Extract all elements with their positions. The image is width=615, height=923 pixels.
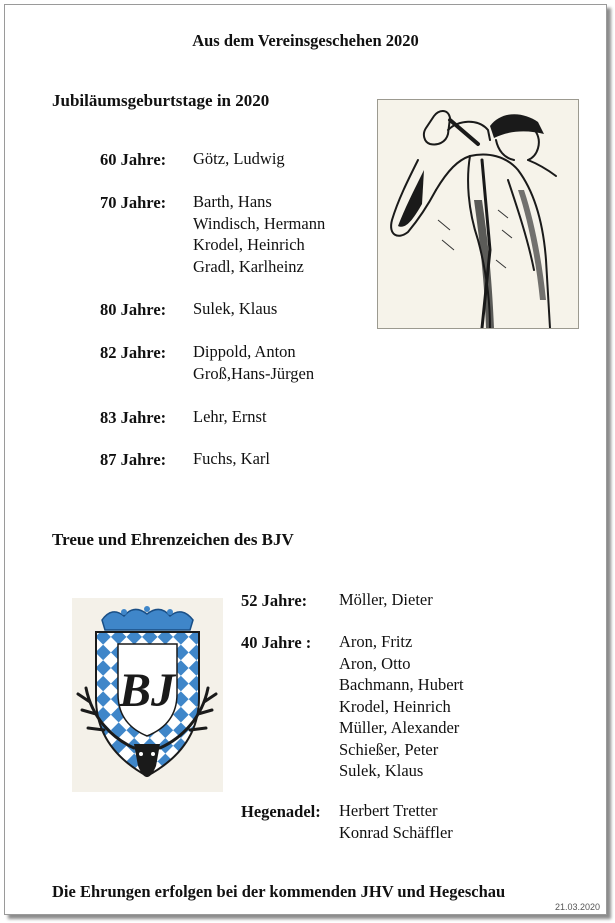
name-line: Sulek, Klaus (193, 299, 278, 318)
section-heading-honors: Treue und Ehrenzeichen des BJV (52, 530, 294, 549)
name-line: Barth, Hans (193, 192, 272, 211)
name-line: Groß,Hans-Jürgen (193, 363, 315, 383)
name-line: Krodel, Heinrich (193, 235, 305, 254)
birthday-names (193, 191, 325, 277)
name-line: Bachmann, Hubert (339, 675, 464, 694)
name-line: Sulek, Klaus (339, 761, 424, 780)
birthday-names (193, 406, 267, 428)
hegenadel-label: Hegenadel: (241, 802, 321, 821)
bjv-crest-emblem (72, 598, 223, 792)
name-line: Windisch, Hermann (193, 213, 326, 233)
honor-names (339, 631, 464, 782)
birthday-names (193, 341, 314, 384)
name-line: Schießer, Peter (339, 739, 439, 759)
name-line: Aron, Fritz (339, 632, 413, 651)
name-line: Müller, Alexander (339, 718, 460, 737)
bjv-crest (72, 598, 223, 792)
name-line: Möller, Dieter (339, 590, 433, 609)
name-line: Herbert Tretter (339, 801, 438, 820)
birthday-names (193, 148, 285, 170)
name-line: Götz, Ludwig (193, 149, 285, 168)
birthday-label: 70 Jahre: (100, 193, 167, 212)
page-date: 21.03.2020 (554, 902, 600, 912)
birthday-names (193, 298, 277, 320)
birthday-label: 80 Jahre: (100, 300, 167, 319)
crest-letters: BJ (118, 664, 176, 717)
horn-blower-drawing (378, 100, 578, 328)
name-line: Aron, Otto (339, 653, 411, 673)
footer-note: Die Ehrungen erfolgen bei der kommenden JHV und Hegeschau (52, 882, 506, 901)
name-line: Krodel, Heinrich (339, 696, 451, 716)
name-line: Gradl, Karlheinz (193, 256, 304, 276)
birthday-label: 87 Jahre: (100, 450, 167, 469)
hegenadel-names (339, 800, 453, 843)
page-title: Aus dem Vereinsgeschehen 2020 (192, 31, 419, 50)
name-line: Dippold, Anton (193, 342, 296, 361)
birthday-names (193, 448, 270, 470)
document-page (4, 4, 607, 915)
honor-names (339, 589, 433, 611)
birthday-label: 82 Jahre: (100, 343, 167, 362)
honor-label: 52 Jahre: (241, 591, 308, 610)
honor-label: 40 Jahre : (241, 633, 312, 652)
birthday-label: 83 Jahre: (100, 408, 167, 427)
name-line: Lehr, Ernst (193, 407, 267, 426)
hunter-illustration (377, 99, 579, 329)
name-line: Konrad Schäffler (339, 822, 453, 842)
section-heading-birthdays: Jubiläumsgeburtstage in 2020 (52, 91, 270, 110)
birthday-label: 60 Jahre: (100, 150, 167, 169)
name-line: Fuchs, Karl (193, 449, 270, 468)
